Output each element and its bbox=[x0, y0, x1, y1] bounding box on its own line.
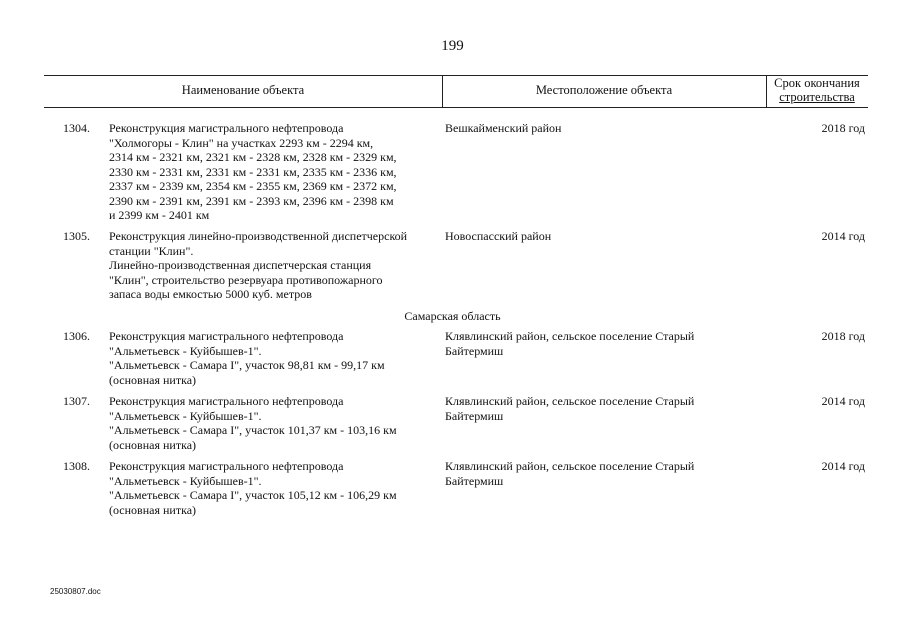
object-name-line: (основная нитка) bbox=[109, 437, 197, 452]
object-location bbox=[445, 394, 735, 423]
header-term-line1: Срок окончания bbox=[774, 76, 860, 90]
object-name-line: "Альметьевск - Самара I", участок 105,12 км - 106,29 км bbox=[109, 488, 397, 502]
object-name-line: "Клин", строительство резервуара противопожарного bbox=[109, 272, 383, 287]
header-term-line2: строительства bbox=[779, 90, 855, 104]
object-location-line: Байтермиш bbox=[445, 408, 504, 423]
object-name-line: 2314 км - 2321 км, 2321 км - 2328 км, 2328 км - 2329 км, bbox=[109, 150, 397, 164]
object-name-line: Реконструкция магистрального нефтепровода bbox=[109, 459, 344, 473]
completion-term: 2014 год bbox=[821, 394, 865, 408]
object-location-line: Клявлинский район, сельское поселение Старый bbox=[445, 459, 695, 473]
completion-term: 2018 год bbox=[821, 329, 865, 343]
object-location-line: Новоспасский район bbox=[445, 229, 552, 243]
object-location-line: Байтермиш bbox=[445, 473, 504, 488]
completion-term: 2014 год bbox=[821, 459, 865, 473]
row-number: 1308. bbox=[63, 459, 90, 473]
object-name-line: запаса воды емкостью 5000 куб. метров bbox=[109, 287, 312, 301]
row-number: 1306. bbox=[63, 329, 90, 343]
object-location bbox=[445, 329, 735, 358]
object-location bbox=[445, 229, 735, 244]
object-name-line: Реконструкция магистрального нефтепровода bbox=[109, 121, 344, 135]
object-name-line: Реконструкция линейно-производственной диспетчерской bbox=[109, 229, 408, 243]
header-name: Наименование объекта bbox=[181, 83, 305, 97]
header-location: Местоположение объекта bbox=[535, 83, 673, 97]
object-name-line: "Альметьевск - Куйбышев-1". bbox=[109, 408, 262, 423]
header-term bbox=[766, 76, 868, 104]
object-name-line: и 2399 км - 2401 км bbox=[109, 208, 210, 222]
object-location-line: Клявлинский район, сельское поселение Старый bbox=[445, 394, 695, 408]
object-name-line: "Холмогоры - Клин" на участках 2293 км - 2294 км, bbox=[109, 135, 374, 150]
object-location bbox=[445, 459, 735, 488]
page-number: 199 bbox=[441, 38, 464, 54]
object-location-line: Байтермиш bbox=[445, 343, 504, 358]
object-name bbox=[109, 121, 449, 223]
row-number: 1305. bbox=[63, 229, 90, 243]
object-name-line: станции "Клин". bbox=[109, 243, 194, 258]
object-name-line: "Альметьевск - Куйбышев-1". bbox=[109, 343, 262, 358]
object-name-line: 2330 км - 2331 км, 2331 км - 2331 км, 2335 км - 2336 км, bbox=[109, 164, 397, 179]
object-name-line: "Альметьевск - Самара I", участок 98,81 км - 99,17 км bbox=[109, 358, 385, 372]
object-name-line: (основная нитка) bbox=[109, 502, 197, 517]
object-name bbox=[109, 394, 449, 452]
object-name-line: 2337 км - 2339 км, 2354 км - 2355 км, 2369 км - 2372 км, bbox=[109, 179, 397, 193]
object-location bbox=[445, 121, 735, 136]
completion-term: 2018 год bbox=[821, 121, 865, 135]
object-name-line: Реконструкция магистрального нефтепровода bbox=[109, 394, 344, 408]
object-name-line: Реконструкция магистрального нефтепровода bbox=[109, 329, 344, 343]
completion-term: 2014 год bbox=[821, 229, 865, 243]
object-name bbox=[109, 229, 449, 302]
row-number: 1307. bbox=[63, 394, 90, 408]
object-name bbox=[109, 329, 449, 387]
region-title: Самарская область bbox=[404, 309, 501, 323]
object-name-line: "Альметьевск - Куйбышев-1". bbox=[109, 473, 262, 488]
object-name-line: 2390 км - 2391 км, 2391 км - 2393 км, 2396 км - 2398 км bbox=[109, 193, 394, 208]
document-filename: 25030807.doc bbox=[50, 587, 101, 596]
object-name bbox=[109, 459, 449, 517]
row-number: 1304. bbox=[63, 121, 90, 135]
object-name-line: Линейно-производственная диспетчерская станция bbox=[109, 258, 372, 272]
object-location-line: Клявлинский район, сельское поселение Старый bbox=[445, 329, 695, 343]
object-name-line: "Альметьевск - Самара I", участок 101,37 км - 103,16 км bbox=[109, 423, 397, 437]
object-location-line: Вешкайменский район bbox=[445, 121, 562, 135]
object-name-line: (основная нитка) bbox=[109, 372, 197, 387]
table-header bbox=[44, 75, 868, 108]
